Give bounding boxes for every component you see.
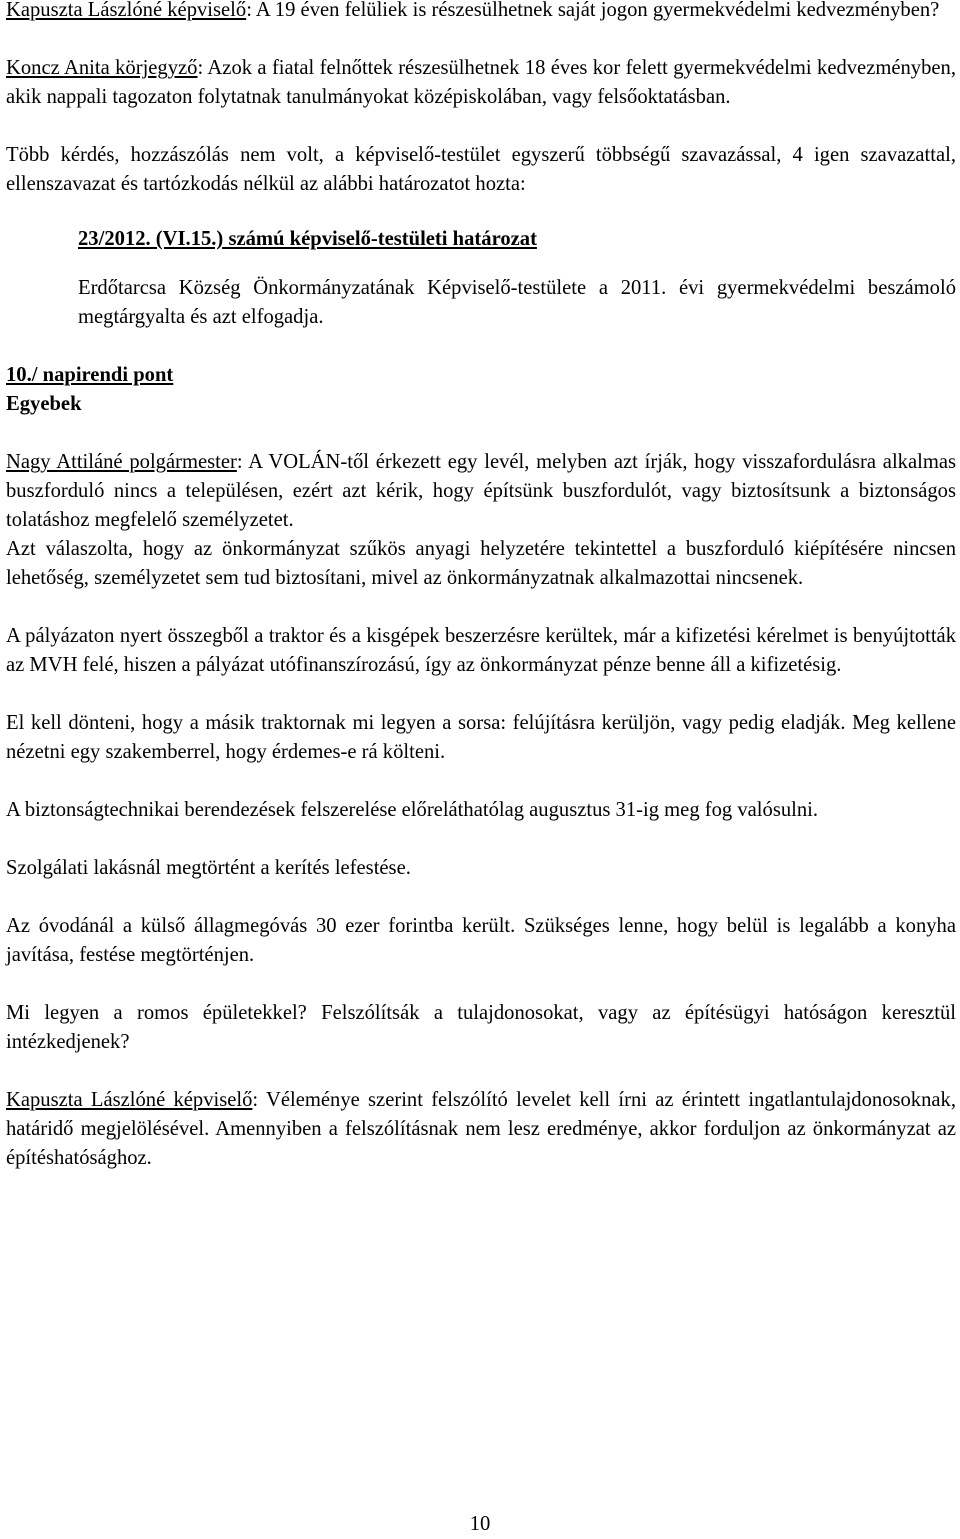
paragraph-text: : A 19 éven felüliek is részesülhetnek saját jogon gyermekvédelmi kedvezményben? bbox=[246, 0, 940, 21]
paragraph-tender bbox=[6, 622, 956, 680]
paragraph-text: : Azok a fiatal felnőttek részesülhetnek 18 éves kor felett gyermekvédelmi kedvezményben, akik nappali tagozaton folytatnak tanulmányokat középiskolában, vagy felsőoktatásban. bbox=[6, 57, 956, 108]
paragraph-mayor-letter bbox=[6, 448, 956, 535]
speaker-name: Koncz Anita körjegyző bbox=[6, 57, 198, 79]
spacer bbox=[6, 25, 956, 54]
paragraph-text: : A VOLÁN-től érkezett egy levél, melyben azt írják, hogy visszafordulásra alkalmas buszforduló nincs a településen, ezért azt kérik, hogy építsünk buszfordulót, vagy biztosítsunk a biztonságos tolatáshoz megfelelő személyzetet. bbox=[6, 451, 956, 531]
spacer bbox=[6, 112, 956, 141]
spacer bbox=[6, 970, 956, 999]
resolution-body: Erdőtarcsa Község Önkormányzatának Képviselő-testülete a 2011. évi gyermekvédelmi beszámoló megtárgyalta és azt elfogadja. bbox=[78, 277, 956, 328]
document-page bbox=[6, 0, 956, 1173]
speaker-name: Kapuszta Lászlóné képviselő bbox=[6, 0, 247, 21]
agenda-item bbox=[6, 361, 956, 419]
spacer bbox=[6, 825, 956, 854]
spacer bbox=[6, 883, 956, 912]
paragraph-text: Szolgálati lakásnál megtörtént a kerítés lefestése. bbox=[6, 857, 411, 879]
page-number: 10 bbox=[469, 1513, 491, 1535]
paragraph-kapuszta-opinion bbox=[6, 1086, 956, 1173]
paragraph-text: El kell dönteni, hogy a másik traktornak mi legyen a sorsa: felújításra kerüljön, vagy pedig eladják. Meg kellene nézetni egy szakemberrel, hogy érdemes-e rá költeni. bbox=[6, 712, 956, 763]
paragraph-ruined-buildings bbox=[6, 999, 956, 1057]
paragraph-question-kapuszta bbox=[6, 0, 956, 25]
paragraph-vote bbox=[6, 141, 956, 199]
paragraph-text: : Véleménye szerint felszólító levelet kell írni az érintett ingatlantulajdonosoknak, határidő megjelölésével. Amennyiben a felszólításnak nem lesz eredménye, akkor forduljon az önkormányzat az építéshatósághoz. bbox=[6, 1089, 956, 1169]
paragraph-kindergarten bbox=[6, 912, 956, 970]
spacer bbox=[6, 593, 956, 622]
paragraph-tractor bbox=[6, 709, 956, 767]
agenda-title: Egyebek bbox=[6, 393, 82, 415]
speaker-name: Kapuszta Lászlóné képviselő bbox=[6, 1089, 253, 1111]
spacer bbox=[6, 680, 956, 709]
spacer bbox=[6, 419, 956, 448]
paragraph-security bbox=[6, 796, 956, 825]
spacer bbox=[6, 767, 956, 796]
paragraph-text: Mi legyen a romos épületekkel? Felszólítsák a tulajdonosokat, vagy az építésügyi hatóságon keresztül intézkedjenek? bbox=[6, 1002, 956, 1053]
spacer bbox=[6, 1057, 956, 1086]
resolution-title: 23/2012. (VI.15.) számú képviselő-testületi határozat bbox=[78, 228, 537, 250]
paragraph-text: Azt válaszolta, hogy az önkormányzat szűkös anyagi helyzetére tekintettel a buszforduló kiépítésére nincsen lehetőség, személyzetet sem tud biztosítani, mivel az önkormányzatnak alkalmazottai nincsenek. bbox=[6, 538, 956, 589]
paragraph-text: Több kérdés, hozzászólás nem volt, a képviselő-testület egyszerű többségű szavazással, 4 igen szavazattal, ellenszavazat és tartózkodás nélkül az alábbi határozatot hozta: bbox=[6, 144, 956, 195]
speaker-name: Nagy Attiláné polgármester bbox=[6, 451, 237, 473]
paragraph-reply bbox=[6, 535, 956, 593]
paragraph-text: Az óvodánál a külső állagmegóvás 30 ezer forintba került. Szükséges lenne, hogy belül is legalább a konyha javítása, festése megtörténjen. bbox=[6, 915, 956, 966]
paragraph-fence bbox=[6, 854, 956, 883]
agenda-number: 10./ napirendi pont bbox=[6, 364, 174, 386]
paragraph-text: A pályázaton nyert összegből a traktor és a kisgépek beszerzésre kerültek, már a kifizetési kérelmet is benyújtották az MVH felé, hiszen a pályázat utófinanszírozású, így az önkormányzat pénze benne áll a kifizetésig. bbox=[6, 625, 956, 676]
paragraph-answer-koncz bbox=[6, 54, 956, 112]
paragraph-text: A biztonságtechnikai berendezések felszerelése előreláthatólag augusztus 31-ig meg fog valósulni. bbox=[6, 799, 819, 821]
